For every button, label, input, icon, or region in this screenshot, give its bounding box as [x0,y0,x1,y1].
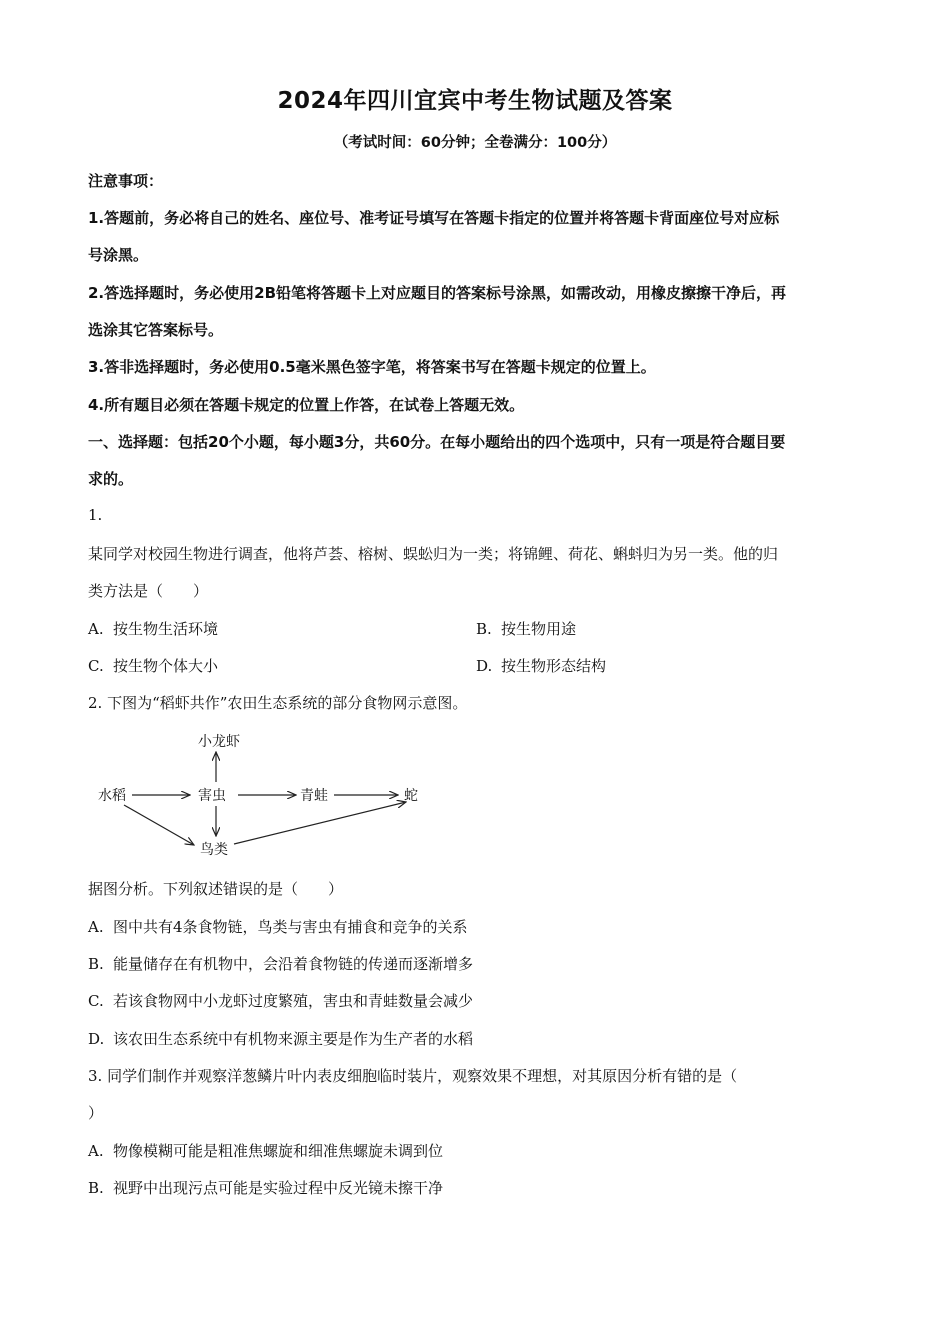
q3-option-b[interactable] [88,1177,443,1198]
option-letter: D. [88,1030,105,1048]
q2-option-b[interactable] [88,953,473,974]
food-web-diagram [88,726,438,862]
notice-item-1-line-2: 号涂黑。 [88,246,149,264]
q3-option-a[interactable] [88,1140,443,1161]
notice-item-1-line-1: 1.答题前，务必将自己的姓名、座位号、准考证号填写在答题卡指定的位置并将答题卡背面座位号对应标 [88,209,780,227]
notice-item-2-line-1: 2.答选择题时，务必使用2B铅笔将答题卡上对应题目的答案标号涂黑，如需改动，用橡皮擦擦干净后，再 [88,284,787,302]
option-text: 图中共有4条食物链，鸟类与害虫有捕食和竞争的关系 [113,918,468,936]
section-heading-line-1: 一、选择题：包括20个小题，每小题3分，共60分。在每小题给出的四个选项中，只有一项是符合题目要 [88,433,786,451]
q2-option-a[interactable] [88,916,468,937]
page-title: 2024年四川宜宾中考生物试题及答案 [277,88,673,114]
q2-option-c[interactable] [88,990,473,1011]
option-text: 能量储存在有机物中，会沿着食物链的传递而逐渐增多 [113,955,474,973]
option-letter: C. [88,992,104,1010]
q1-option-a[interactable] [88,618,218,639]
q1-option-c[interactable] [88,655,218,676]
notice-item-2-line-2: 选涂其它答案标号。 [88,321,224,339]
option-text: 按生物用途 [501,620,577,638]
option-letter: A. [88,620,104,638]
option-letter: B. [88,1179,104,1197]
node-frog: 青蛙 [300,788,328,804]
arrow-bird-to-snake [234,802,406,844]
option-text: 若该食物网中小龙虾过度繁殖，害虫和青蛙数量会减少 [113,992,474,1010]
notice-item-3: 3.答非选择题时，务必使用0.5毫米黑色签字笔，将答案书写在答题卡规定的位置上。 [88,358,656,376]
q1-option-b[interactable] [476,618,576,639]
node-snake: 蛇 [404,788,418,804]
q2-option-d[interactable] [88,1028,473,1049]
q2-stem: 2. 下图为“稻虾共作”农田生态系统的部分食物网示意图。 [88,694,468,712]
node-crayfish: 小龙虾 [198,734,240,750]
node-pest: 害虫 [198,788,226,804]
notice-heading: 注意事项： [88,172,164,190]
option-text: 按生物形态结构 [501,657,607,675]
q2-question: 据图分析。下列叙述错误的是（ ） [88,880,344,898]
arrow-rice-to-bird [124,805,194,845]
option-letter: C. [88,657,104,675]
option-letter: D. [476,657,493,675]
option-text: 物像模糊可能是粗准焦螺旋和细准焦螺旋未调到位 [113,1142,444,1160]
option-letter: A. [88,918,104,936]
notice-item-4: 4.所有题目必须在答题卡规定的位置上作答，在试卷上答题无效。 [88,396,525,414]
q3-stem-line-1: 3. 同学们制作并观察洋葱鳞片叶内表皮细胞临时装片，观察效果不理想，对其原因分析有错的是（ [88,1067,738,1085]
option-text: 视野中出现污点可能是实验过程中反光镜未擦干净 [113,1179,444,1197]
option-text: 按生物个体大小 [113,657,219,675]
option-text: 按生物生活环境 [113,620,219,638]
exam-info: （考试时间：60分钟；全卷满分：100分） [333,135,617,151]
q1-number: 1. [88,506,103,524]
option-letter: B. [88,955,104,973]
option-letter: A. [88,1142,104,1160]
q3-stem-line-2: ） [88,1104,104,1122]
section-heading-line-2: 求的。 [88,470,134,488]
node-bird: 鸟类 [200,842,228,858]
node-rice: 水稻 [98,788,126,804]
option-letter: B. [476,620,492,638]
option-text: 该农田生态系统中有机物来源主要是作为生产者的水稻 [113,1030,474,1048]
q1-stem-line-2: 类方法是（ ） [88,582,209,600]
q1-stem-line-1: 某同学对校园生物进行调查，他将芦荟、榕树、蜈蚣归为一类；将锦鲤、荷花、蝌蚪归为另一类。他的归 [88,545,779,563]
q1-option-d[interactable] [476,655,606,676]
